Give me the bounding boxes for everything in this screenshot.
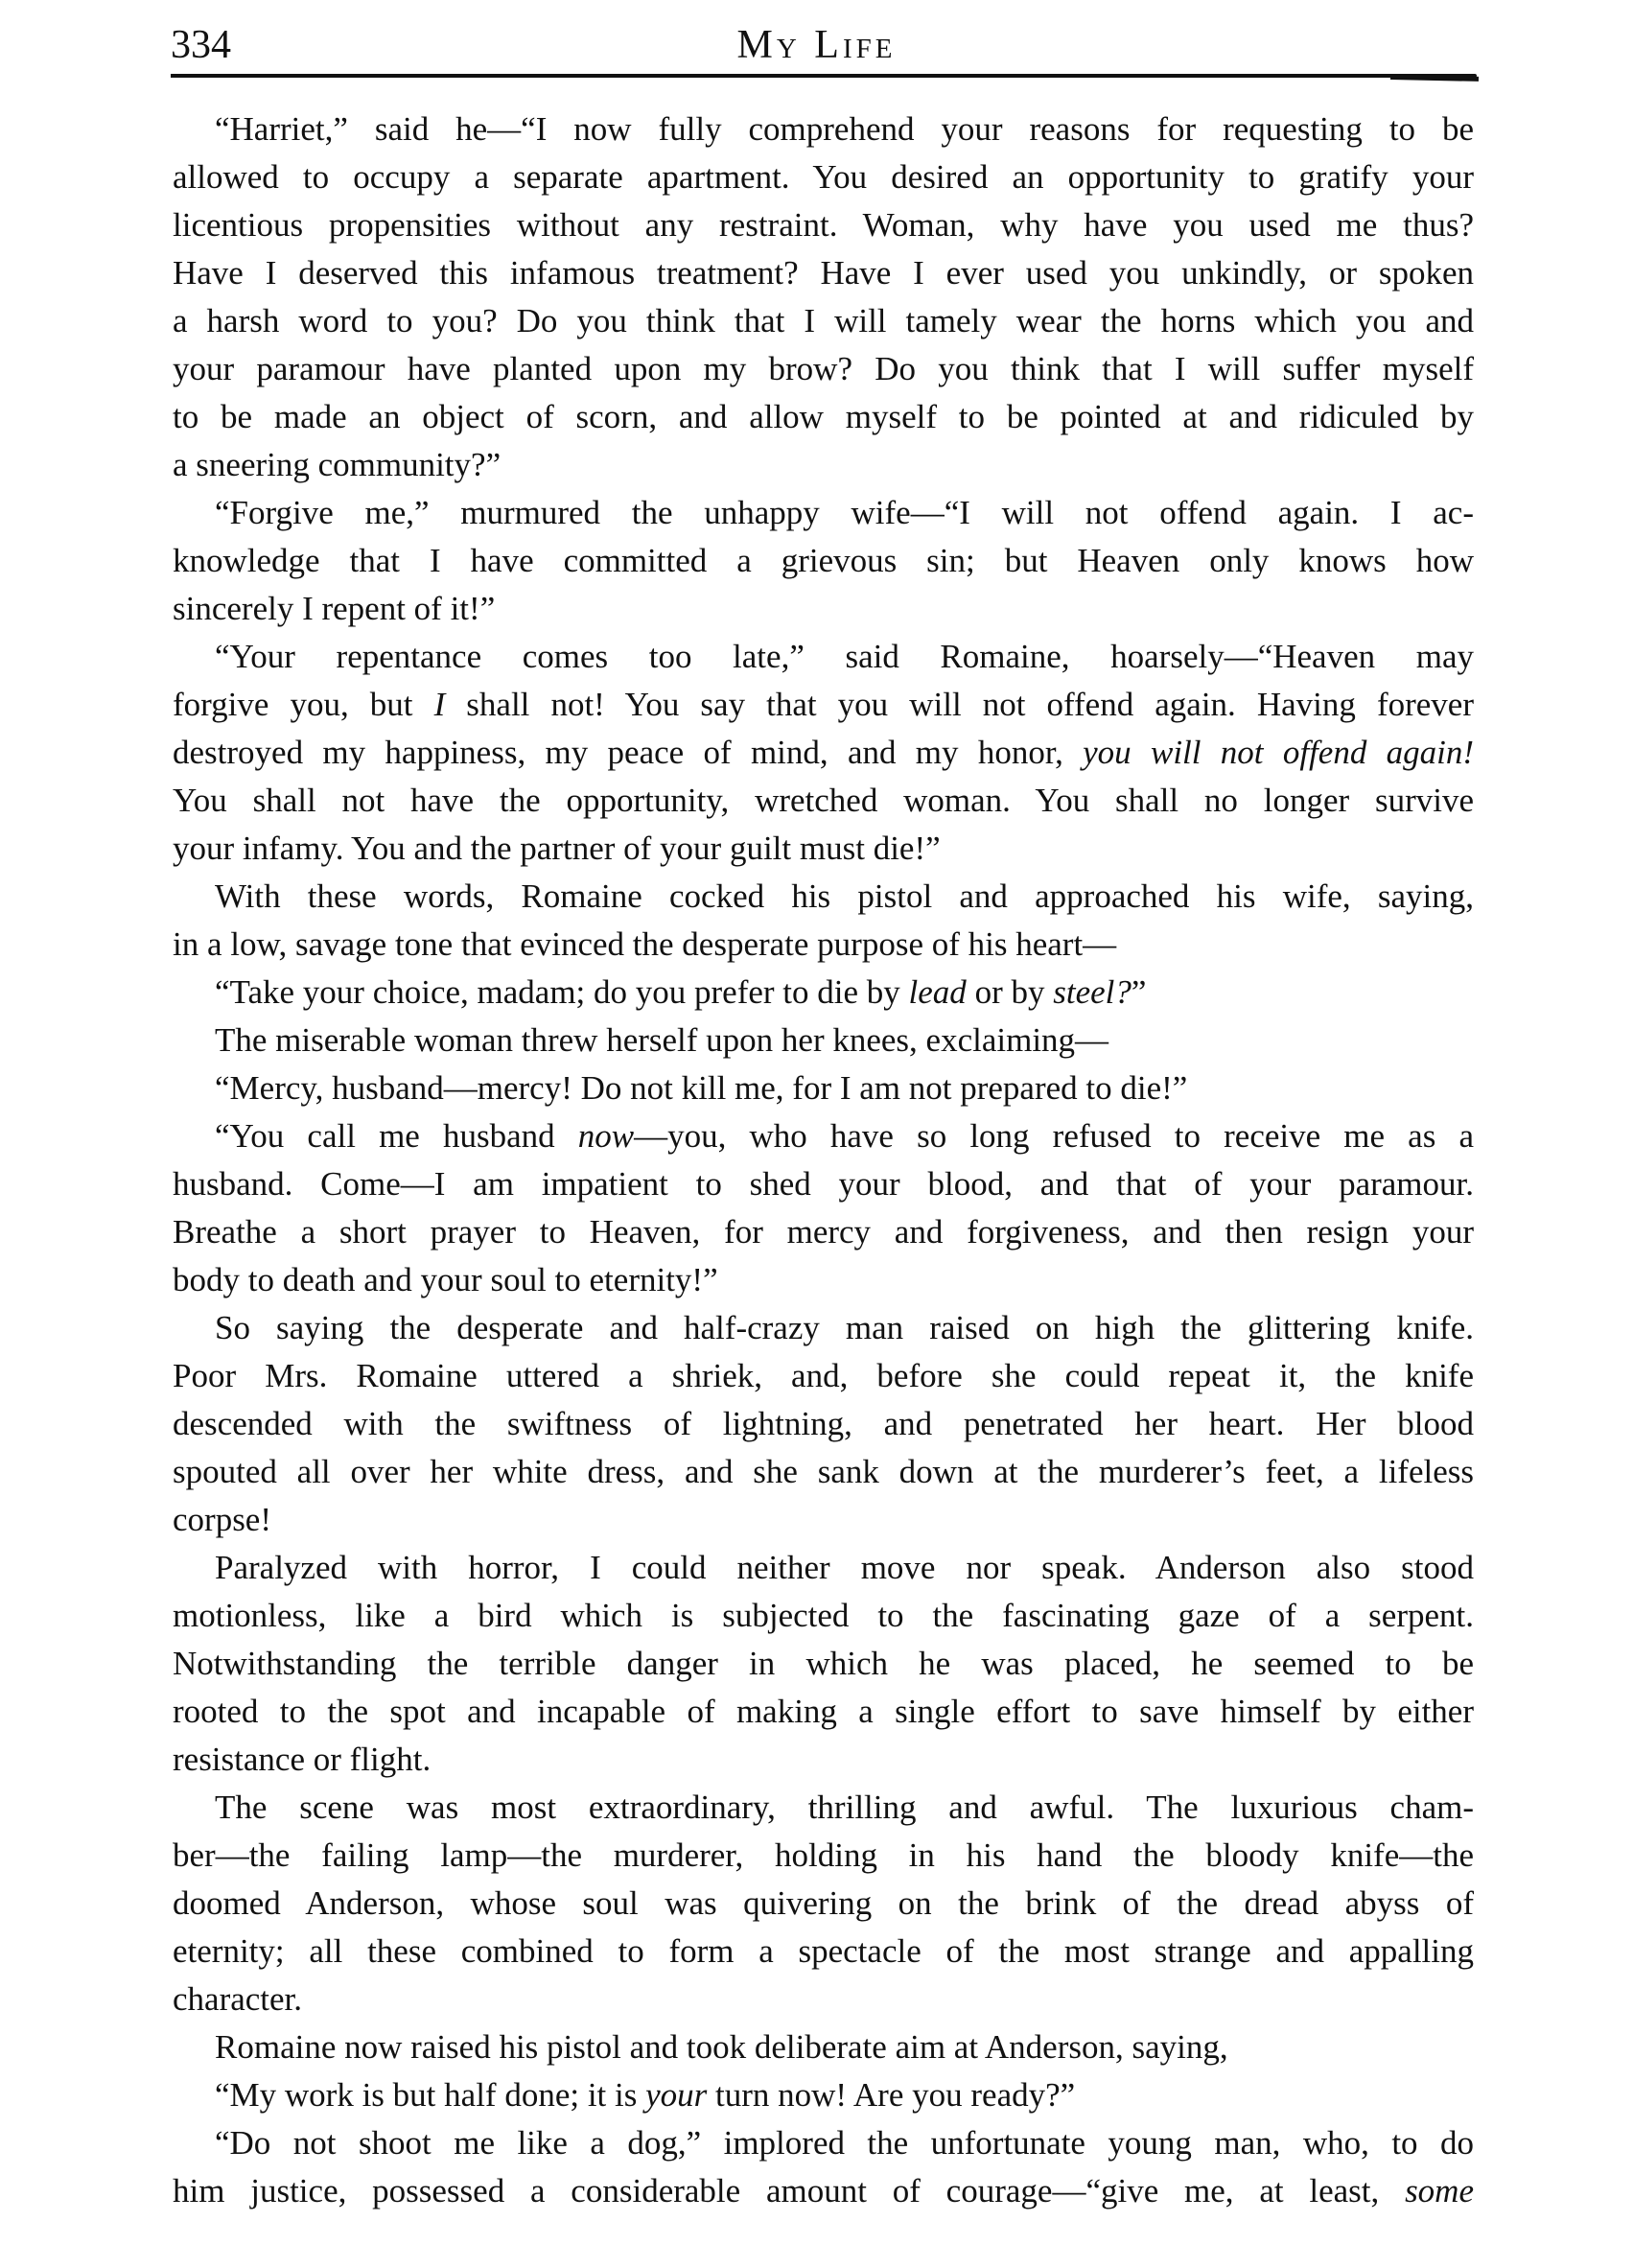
text-segment: doomed Anderson, whose soul was quivering on the brink of the dread abyss of [173,1884,1474,1922]
running-title: My Life [736,23,897,67]
paragraph [173,969,1474,1017]
paragraph [173,1304,1474,1544]
text-line [173,1017,1474,1064]
paragraph [173,1784,1474,2023]
text-segment: sincerely I repent of it!” [173,590,496,627]
text-segment: character. [173,1980,303,2018]
text-segment: “Take your choice, madam; do you prefer to die by [215,973,909,1011]
text-line [173,1976,1474,2023]
text-segment: Romaine now raised his pistol and took deliberate aim at Anderson, saying, [215,2028,1228,2066]
text-segment: ber—the failing lamp—the murderer, holding in his hand the bloody knife—the [173,1836,1474,1874]
text-line [173,1400,1474,1448]
text-segment: motionless, like a bird which is subjected to the fascinating gaze of a serpent. [173,1597,1474,1634]
text-line [173,1928,1474,1976]
text-segment: —you, who have so long refused to receive me as a [634,1117,1474,1155]
text-segment: licentious propensities without any restraint. Woman, why have you used me thus? [173,206,1474,244]
text-line [173,777,1474,825]
text-line [173,1592,1474,1640]
text-segment: ” [1131,973,1147,1011]
text-line [173,1448,1474,1496]
paragraph [173,1112,1474,1304]
text-line [173,249,1474,297]
text-segment: spouted all over her white dress, and she sank down at the murderer’s feet, a lifeless [173,1453,1474,1490]
text-segment: husband. Come—I am impatient to shed your blood, and that of your paramour. [173,1165,1474,1203]
text-line [173,153,1474,201]
text-segment: or by [966,973,1054,1011]
paragraph [173,2071,1474,2119]
text-line [173,1832,1474,1880]
text-segment: The miserable woman threw herself upon her knees, exclaiming— [215,1021,1109,1059]
text-line [173,1880,1474,1928]
italic-segment: I [433,686,446,723]
text-segment: With these words, Romaine cocked his pistol and approached his wife, saying, [215,877,1474,915]
text-line [173,345,1474,393]
text-line [173,1352,1474,1400]
italic-segment: steel? [1053,973,1131,1011]
text-segment: forgive you, but [173,686,434,723]
header-rule [171,74,1477,78]
text-line [173,297,1474,345]
text-line [173,1688,1474,1736]
text-segment: “Mercy, husband—mercy! Do not kill me, for I am not prepared to die!” [215,1069,1188,1107]
text-line [173,1784,1474,1832]
text-line [173,1112,1474,1160]
text-line [173,1160,1474,1208]
paragraph [173,105,1474,489]
text-line [173,825,1474,873]
italic-segment: some [1405,2172,1474,2210]
text-segment: descended with the swiftness of lightning, and penetrated her heart. Her blood [173,1405,1474,1442]
text-segment: a sneering community?” [173,446,502,483]
text-line [173,921,1474,969]
paragraph [173,1017,1474,1064]
text-segment: Breathe a short prayer to Heaven, for mercy and forgiveness, and then resign your [173,1213,1474,1251]
text-line [173,2071,1474,2119]
text-segment: turn now! Are you ready?” [707,2076,1076,2114]
italic-segment: now [577,1117,635,1155]
text-segment: your paramour have planted upon my brow? Do you think that I will suffer myself [173,350,1474,387]
text-segment: body to death and your soul to eternity!” [173,1261,718,1298]
paragraph [173,2119,1474,2215]
text-segment: eternity; all these combined to form a spectacle of the most strange and appalling [173,1932,1474,1970]
text-segment: “You call me husband [215,1117,578,1155]
italic-segment: your [645,2076,708,2114]
text-segment: rooted to the spot and incapable of making a single effort to save himself by either [173,1693,1474,1730]
paragraph [173,2023,1474,2071]
text-line [173,1544,1474,1592]
text-segment: corpse! [173,1501,272,1538]
text-line [173,2023,1474,2071]
text-line [173,1496,1474,1544]
text-segment: shall not! You say that you will not offend again. Having forever [445,686,1474,723]
text-segment: in a low, savage tone that evinced the desperate purpose of his heart— [173,925,1117,963]
text-line [173,537,1474,585]
text-segment: Paralyzed with horror, I could neither move nor speak. Anderson also stood [215,1549,1474,1586]
text-line [173,441,1474,489]
text-line [173,585,1474,633]
text-line [173,873,1474,921]
text-segment: “Do not shoot me like a dog,” implored the unfortunate young man, who, to do [215,2124,1474,2162]
text-line [173,1304,1474,1352]
text-line [173,1256,1474,1304]
text-segment: The scene was most extraordinary, thrilling and awful. The luxurious cham- [215,1789,1474,1826]
text-line [173,1064,1474,1112]
italic-segment: you will not offend again! [1083,734,1474,771]
page-number: 334 [171,23,231,67]
text-segment: resistance or flight. [173,1741,432,1778]
text-segment: “Your repentance comes too late,” said Romaine, hoarsely—“Heaven may [215,638,1474,675]
text-line [173,1640,1474,1688]
text-line [173,681,1474,729]
text-segment: So saying the desperate and half-crazy man raised on high the glittering knife. [215,1309,1474,1346]
text-line [173,1208,1474,1256]
text-line [173,2167,1474,2215]
text-segment: a harsh word to you? Do you think that I will tamely wear the horns which you and [173,302,1474,339]
text-segment: destroyed my happiness, my peace of mind, and my honor, [173,734,1084,771]
text-line [173,2119,1474,2167]
italic-segment: lead [908,973,967,1011]
paragraph [173,873,1474,969]
paragraph [173,489,1474,633]
text-segment: “Harriet,” said he—“I now fully comprehend your reasons for requesting to be [215,110,1474,148]
paragraph [173,1544,1474,1784]
text-line [173,729,1474,777]
text-segment: knowledge that I have committed a grievous sin; but Heaven only knows how [173,542,1474,579]
text-segment: Poor Mrs. Romaine uttered a shriek, and, before she could repeat it, the knife [173,1357,1474,1394]
text-segment: “My work is but half done; it is [215,2076,646,2114]
text-segment: allowed to occupy a separate apartment. You desired an opportunity to gratify your [173,158,1474,196]
text-segment: Notwithstanding the terrible danger in which he was placed, he seemed to be [173,1645,1474,1682]
text-segment: You shall not have the opportunity, wretched woman. You shall no longer survive [173,782,1474,819]
text-segment: Have I deserved this infamous treatment? Have I ever used you unkindly, or spoken [173,254,1474,292]
text-line [173,201,1474,249]
paragraph [173,1064,1474,1112]
text-segment: your infamy. You and the partner of your guilt must die!” [173,830,941,867]
text-line [173,393,1474,441]
text-line [173,969,1474,1017]
body-text [173,105,1474,2215]
paragraph [173,633,1474,873]
header-rule-tail [1390,75,1479,82]
text-segment: to be made an object of scorn, and allow myself to be pointed at and ridiculed by [173,398,1474,435]
text-line [173,105,1474,153]
text-segment: him justice, possessed a considerable amount of courage—“give me, at least, [173,2172,1406,2210]
text-line [173,1736,1474,1784]
text-segment: “Forgive me,” murmured the unhappy wife—“I will not offend again. I ac- [215,494,1474,531]
text-line [173,489,1474,537]
text-line [173,633,1474,681]
